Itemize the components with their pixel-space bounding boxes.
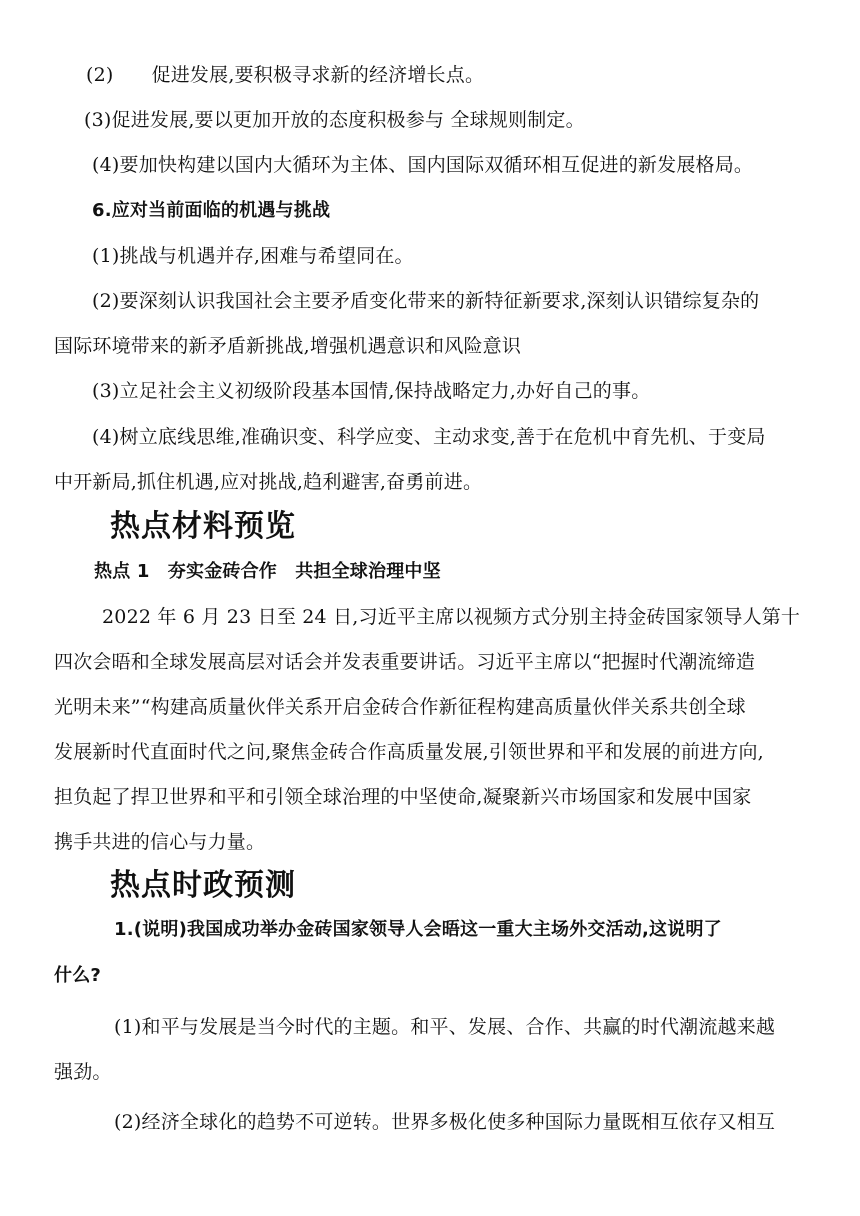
- section-title: 6.应对当前面临的机遇与挑战: [92, 200, 331, 221]
- list-item-continuation: 中开新局,抓住机遇,应对挑战,趋利避害,奋勇前进。: [54, 471, 483, 493]
- list-item: [86, 61, 484, 89]
- list-item: (3)立足社会主义初级阶段基本国情,保持战略定力,办好自己的事。: [92, 380, 651, 402]
- hot-topic-subtitle: 热点 1 夯实金砖合作 共担全球治理中坚: [94, 561, 441, 582]
- paragraph-line: 光明未来”“构建高质量伙伴关系开启金砖合作新征程构建高质量伙伴关系共创全球: [54, 696, 746, 718]
- item-number: (2): [86, 64, 114, 86]
- list-item: (1)挑战与机遇并存,困难与希望同在。: [92, 245, 414, 267]
- answer-item: (1)和平与发展是当今时代的主题。和平、发展、合作、共赢的时代潮流越来越: [114, 1016, 776, 1038]
- paragraph-line: 2022 年 6 月 23 日至 24 日,习近平主席以视频方式分别主持金砖国家领导人第十: [102, 606, 801, 628]
- question-continuation: 什么?: [54, 965, 102, 986]
- list-item: (3)促进发展,要以更加开放的态度积极参与 全球规则制定。: [84, 109, 585, 131]
- item-text: 促进发展,要积极寻求新的经济增长点。: [151, 64, 485, 86]
- list-item: (4)树立底线思维,准确识变、科学应变、主动求变,善于在危机中育先机、于变局: [92, 426, 766, 448]
- list-item: (2)要深刻认识我国社会主要矛盾变化带来的新特征新要求,深刻认识错综复杂的: [92, 290, 760, 312]
- list-item-continuation: 国际环境带来的新矛盾新挑战,增强机遇意识和风险意识: [54, 335, 522, 357]
- answer-continuation: 强劲。: [54, 1061, 112, 1083]
- section-heading: 热点时政预测: [110, 868, 296, 903]
- section-heading: 热点材料预览: [110, 509, 296, 544]
- paragraph-line: 携手共进的信心与力量。: [54, 831, 266, 853]
- answer-item: (2)经济全球化的趋势不可逆转。世界多极化使多种国际力量既相互依存又相互: [114, 1111, 776, 1133]
- paragraph-line: 发展新时代直面时代之问,聚焦金砖合作高质量发展,引领世界和平和发展的前进方向,: [54, 741, 764, 763]
- paragraph-line: 担负起了捍卫世界和平和引领全球治理的中坚使命,凝聚新兴市场国家和发展中国家: [54, 786, 752, 808]
- question: 1.(说明)我国成功举办金砖国家领导人会晤这一重大主场外交活动,这说明了: [114, 919, 722, 940]
- list-item: (4)要加快构建以国内大循环为主体、国内国际双循环相互促进的新发展格局。: [92, 154, 754, 176]
- paragraph-line: 四次会晤和全球发展高层对话会并发表重要讲话。习近平主席以“把握时代潮流缔造: [54, 651, 756, 673]
